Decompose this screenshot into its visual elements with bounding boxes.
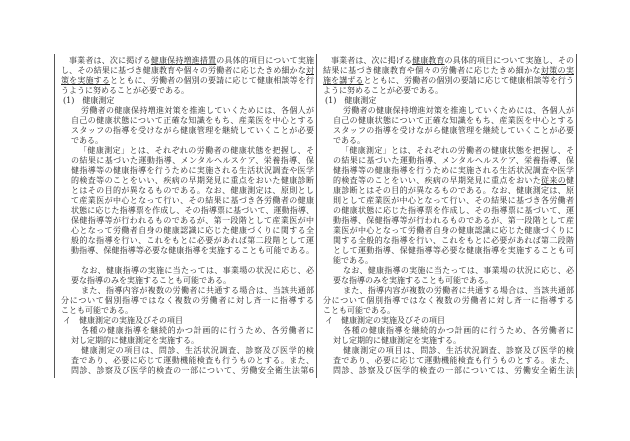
text-segment: として運動指導、保健指導等必要な健康指導を実施することも可 (333, 246, 574, 255)
text-segment: とはその目的が異なるものである。なお、健康測定は、原則とし (71, 186, 314, 195)
text-line (61, 286, 314, 296)
text-line (61, 306, 314, 316)
text-line (323, 66, 574, 76)
text-line (323, 226, 574, 236)
text-segment: 則として産業医が中心となって行い、その結果に基づき各労働者 (333, 196, 574, 205)
text-line (61, 136, 314, 146)
text-segment: 査であり、必要に応じて運動機能検査も行うものとする。また、 (333, 356, 574, 365)
text-line (323, 116, 574, 126)
text-segment: し、その結果に基づき健康教育や個々の労働者に応じたきめ細かな (61, 66, 306, 75)
text-segment: 康診断とはその目的が異なるものである。なお、健康測定は、原 (333, 186, 574, 195)
text-segment: 的検査等のことをいい、疾病の早期発見に重点をおいた (333, 176, 542, 185)
text-segment: て産業医が中心となって行い、その結果に基づき各労働者の健康 (71, 196, 314, 205)
text-segment: 「健康測定」とは、それぞれの労働者の健康状態を把握し、そ (341, 146, 574, 155)
text-segment: 自己の健康状態について正確な知識をもち、産業医を中心とする (71, 116, 314, 125)
text-segment: 労働者の健康保持増進対策を推進していくためには、各個人が (343, 106, 574, 115)
text-segment: 対し定期的に健康測定を実施する。 (71, 336, 199, 345)
text-line (61, 196, 314, 206)
text-segment: 能である。 (333, 256, 373, 265)
text-line (61, 116, 314, 126)
text-segment: ことも可能である。 (61, 306, 133, 315)
text-line (323, 186, 574, 196)
text-line (323, 346, 574, 356)
text-line (61, 266, 314, 276)
text-segment: 状態に応じた指導票を作成し、その指導票に基づいて、運動指導、 (71, 206, 314, 215)
text-line (323, 156, 574, 166)
text-segment: の結果に基づいた運動指導、メンタルヘルスケア、栄養指導、保 (333, 156, 574, 165)
text-segment: の具体的項目について実施 (216, 56, 314, 65)
text-segment: (1) 健康測定 (325, 96, 377, 105)
text-segment: ように努めることが必要である。 (323, 86, 443, 95)
underlined-amendment: 策を実施する (61, 76, 110, 85)
text-segment: うように努めることが必要である。 (61, 86, 189, 95)
text-line (61, 106, 314, 116)
text-segment: の結果に基づいた運動指導、メンタルヘルスケア、栄養指導、保 (71, 156, 314, 165)
old-text-column (54, 54, 316, 378)
underlined-amendment: 健康教育 (412, 56, 445, 65)
underlined-amendment: 対策の実 (540, 66, 574, 75)
text-line (323, 76, 574, 86)
text-line (323, 246, 574, 256)
text-line (323, 146, 574, 156)
text-segment: 問診、診察及び医学的検査の一部について、労働安全衛生法第6 (71, 366, 314, 375)
text-segment: 健康測定の項目は、問診、生活状況調査、診察及び医学的検 (81, 346, 314, 355)
text-line (61, 276, 314, 286)
text-segment: 健指導等の健康指導を行うために実施される生活状況調査や医学 (71, 166, 314, 175)
text-line (61, 256, 314, 266)
text-segment: 健指導等の健康指導を行うために実施される生活状況調査や医学 (333, 166, 574, 175)
text-line (61, 236, 314, 246)
text-segment: 問診、診察及び医学的検査の一部については、労働安全衛生法 (333, 366, 574, 375)
text-segment: ことも可能である。 (323, 306, 395, 315)
text-line (323, 266, 574, 276)
text-line (323, 356, 574, 366)
text-segment: 動指導、保健指導等が行われるものであるが、第一段階として産 (333, 216, 574, 225)
text-line (61, 86, 314, 96)
text-line (323, 236, 574, 246)
text-line (323, 286, 574, 296)
text-segment: 結果に基づき健康教育や個々の労働者に応じたきめ細かな (323, 66, 541, 75)
text-segment: 関する全般的な指導を行い、これをもとに必要があれば第二段階 (333, 236, 574, 245)
text-segment: スタッフの指導を受けながら健康管理を継続していくことが必要 (71, 126, 314, 135)
text-segment: なお、健康指導の実施に当たっては、事業場の状況に応じ、必 (81, 266, 314, 275)
text-line (323, 196, 574, 206)
text-segment: である。 (71, 136, 103, 145)
underlined-amendment: 健康保持増進措置 (150, 56, 217, 65)
text-segment: なお、健康指導の実施に当たっては、事業場の状況に応じ、必 (343, 266, 574, 275)
text-line (61, 366, 314, 376)
text-line (61, 206, 314, 216)
text-line (323, 316, 574, 326)
text-line (323, 166, 574, 176)
underlined-amendment: 対 (306, 66, 314, 75)
text-line (323, 86, 574, 96)
text-segment: の具体的項目について実施し、その (444, 56, 575, 65)
text-line (323, 276, 574, 286)
text-line (61, 226, 314, 236)
text-segment: 要な指導のみを実施することも可能である。 (333, 276, 493, 285)
text-line (61, 246, 314, 256)
comparison-table (54, 54, 577, 378)
text-segment: 心となって労働者自身の健康認識に応じた健康づくりに関する全 (71, 226, 314, 235)
text-line (61, 96, 314, 106)
text-segment: 的検査等のことをいい、疾病の早期発見に重点をおいた健康診断 (71, 176, 314, 185)
text-line (61, 176, 314, 186)
text-line (323, 176, 574, 186)
text-line (323, 326, 574, 336)
text-segment: 健 (566, 176, 575, 185)
text-segment: また、指導内容が複数の労働者に共通する場合は、当該共通部 (81, 286, 314, 295)
text-segment: 自己の健康状態について正確な知識をもち、産業医を中心とする (333, 116, 574, 125)
text-line (61, 156, 314, 166)
text-line (323, 96, 574, 106)
text-line (61, 76, 314, 86)
underlined-amendment: 従来の (541, 176, 567, 185)
text-segment: 要な指導のみを実施することも可能である。 (71, 276, 231, 285)
underlined-amendment: 施を講ずる (323, 76, 364, 85)
text-line (61, 146, 314, 156)
text-segment: イ 健康測定の実施及びその項目 (325, 316, 445, 325)
text-line (323, 136, 574, 146)
text-segment: スタッフの指導を受けながら健康管理を継続していくことが必要 (333, 126, 574, 135)
text-segment: 分について個別指導ではなく複数の労働者に対し斉一に指導する (323, 296, 574, 305)
text-line (61, 216, 314, 226)
text-line (61, 166, 314, 176)
text-line (61, 346, 314, 356)
text-line (323, 256, 574, 266)
text-line (61, 56, 314, 66)
text-segment: 各種の健康指導を継続的かつ計画的に行うため、各労働者に (81, 326, 314, 335)
text-line (61, 126, 314, 136)
text-line (323, 126, 574, 136)
text-line (61, 336, 314, 346)
text-segment: 業医が中心となって労働者自身の健康認識に応じた健康づくりに (333, 226, 574, 235)
text-segment: とともに、労働者の個別の要請に応じて健康相談等を行 (110, 76, 314, 85)
text-line (61, 296, 314, 306)
text-segment: 般的な指導を行い、これをもとに必要があれば第二段階として運 (71, 236, 314, 245)
text-segment: (1) 健康測定 (63, 96, 115, 105)
text-segment: 保健指導等が行われるものであるが、第一段階として産業医が中 (71, 216, 314, 225)
text-line (61, 66, 314, 76)
text-segment: 事業者は、次に掲げる (69, 56, 151, 65)
text-line (323, 56, 574, 66)
text-segment: 対し定期的に健康測定を実施する。 (333, 336, 461, 345)
text-line (61, 316, 314, 326)
text-line (61, 326, 314, 336)
text-segment: とともに、労働者の個別の要請に応じて健康相談等を行う (363, 76, 574, 85)
text-line (61, 186, 314, 196)
text-segment: 動指導、保健指導等必要な健康指導を実施することも可能である。 (71, 246, 314, 255)
text-line (61, 356, 314, 366)
text-segment: 分について個別指導ではなく複数の労働者に対し斉一に指導する (61, 296, 314, 305)
text-segment: イ 健康測定の実施及びその項目 (63, 316, 183, 325)
text-line (323, 296, 574, 306)
text-segment: 事業者は、次に掲げる (331, 56, 413, 65)
text-line (323, 366, 574, 376)
text-line (323, 206, 574, 216)
text-segment: 「健康測定」とは、それぞれの労働者の健康状態を把握し、そ (79, 146, 314, 155)
text-line (323, 216, 574, 226)
text-segment: 各種の健康指導を継続的かつ計画的に行うため、各労働者に (343, 326, 574, 335)
text-line (323, 306, 574, 316)
text-segment: の健康状態に応じた指導票を作成し、その指導票に基づいて、運 (333, 206, 574, 215)
text-line (323, 106, 574, 116)
text-segment: 査であり、必要に応じて運動機能検査も行うものとする。また、 (71, 356, 314, 365)
text-segment: また、指導内容が複数の労働者に共通する場合は、当該共通部 (343, 286, 574, 295)
text-segment: である。 (333, 136, 365, 145)
text-segment: 健康測定の項目は、問診、生活状況調査、診察及び医学的検 (343, 346, 574, 355)
new-text-column (316, 54, 577, 378)
text-segment: 労働者の健康保持増進対策を推進していくためには、各個人が (81, 106, 314, 115)
text-line (323, 336, 574, 346)
